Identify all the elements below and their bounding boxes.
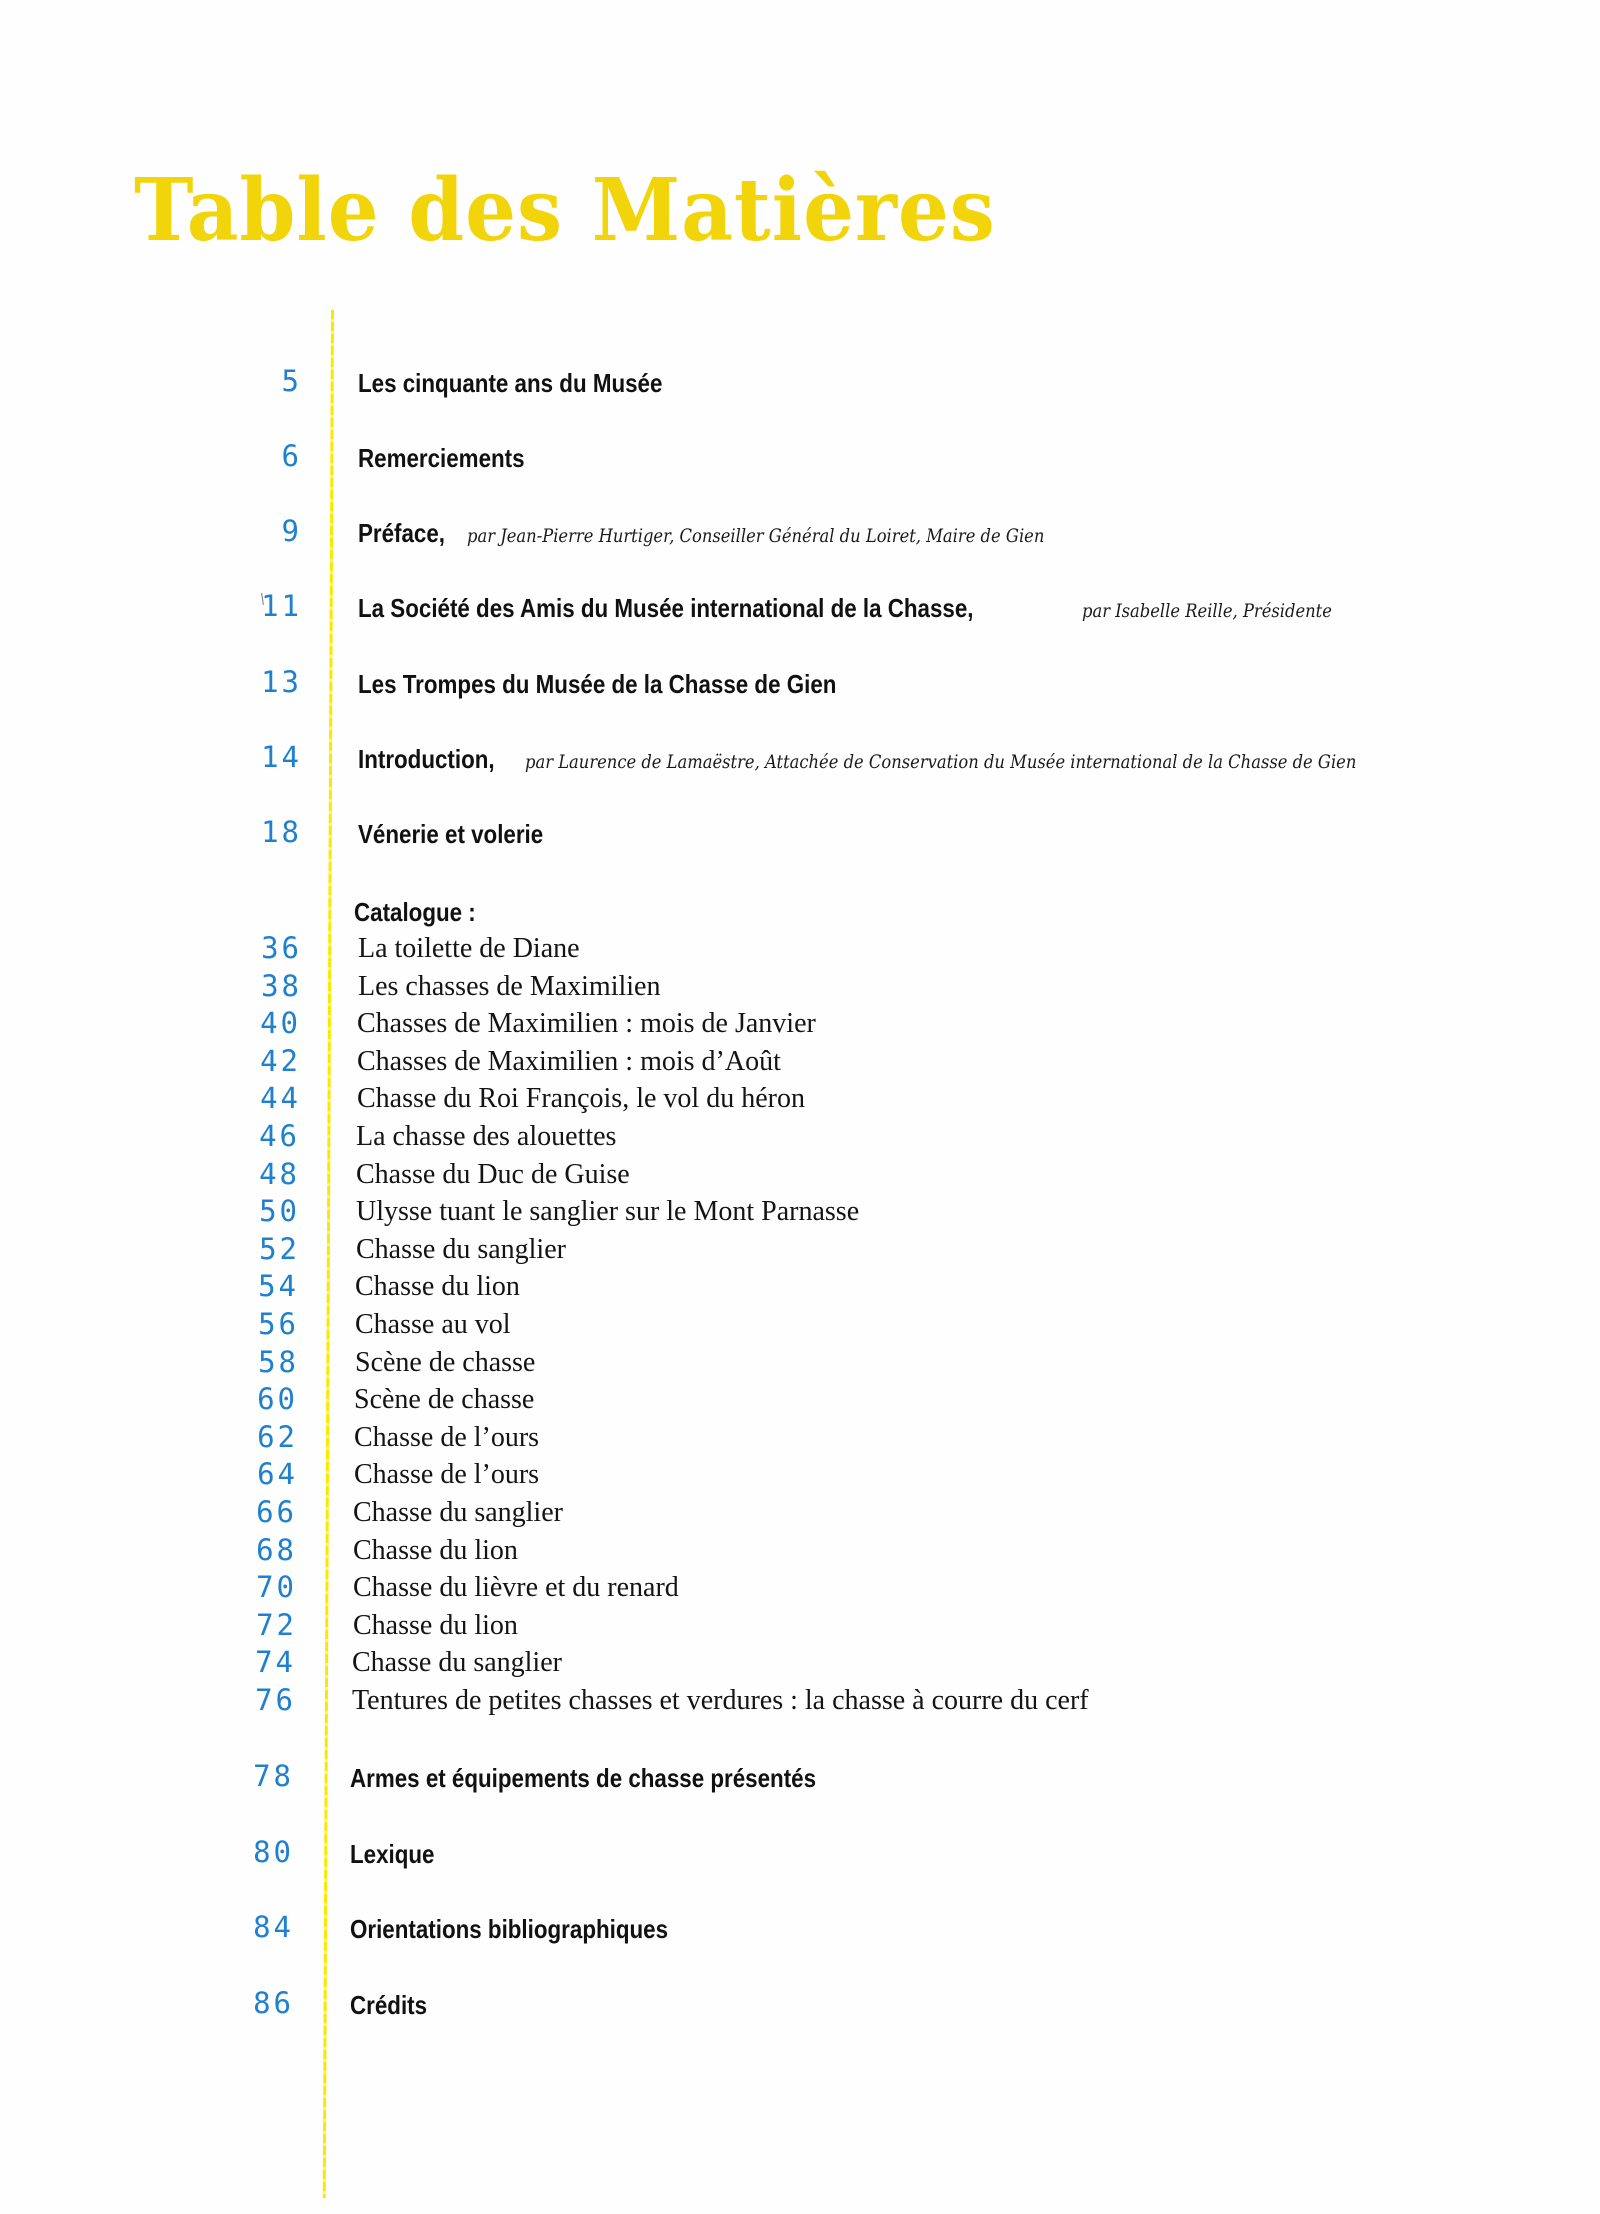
catalogue-item-title: Chasse du Roi François, le vol du héron [357,1083,805,1115]
catalogue-item-title: Chasses de Maximilien : mois de Janvier [357,1008,816,1040]
page-number: 6 [281,439,302,473]
catalogue-item[interactable] [0,1192,1598,1232]
entry-title: Les Trompes du Musée de la Chasse de Gien [358,669,837,699]
page-number: 56 [258,1307,299,1341]
page-number: 44 [260,1081,301,1116]
page-number: 18 [261,815,302,849]
page-number: 76 [255,1683,296,1717]
catalogue-item[interactable] [0,1305,1597,1345]
page-number: 36 [261,931,302,965]
page-number: 78 [253,1759,294,1793]
catalogue-item[interactable] [0,1042,1599,1082]
toc-entry[interactable] [0,1833,1592,1873]
entry-title: Vénerie et volerie [358,819,544,849]
toc-entry[interactable] [0,1757,1592,1797]
toc-entry[interactable] [0,738,1600,778]
catalogue-item[interactable] [0,1681,1594,1721]
catalogue-item-title: Chasse de l’ours [354,1421,540,1453]
catalogue-item-title: Chasse de l’ours [354,1459,540,1491]
catalogue-item-title: Chasses de Maximilien : mois d’Août [357,1045,781,1077]
page-number: 80 [253,1835,294,1869]
catalogue-item-title: Chasse du lion [355,1271,520,1303]
catalogue-item[interactable] [0,1493,1595,1533]
catalogue-item[interactable] [0,1418,1596,1458]
catalogue-item-title: Chasse du sanglier [352,1647,562,1679]
catalogue-item-title: Ulysse tuant le sanglier sur le Mont Parnasse [356,1196,860,1228]
page-number: 46 [259,1119,300,1153]
toc-entry[interactable] [0,437,1600,477]
entry-title: La Société des Amis du Musée international de la Chasse, [358,593,974,623]
catalogue-item[interactable] [0,1568,1595,1608]
catalogue-item-title: Les chasses de Maximilien [358,970,661,1002]
catalogue-item-title: Chasse du lièvre et du renard [353,1572,679,1604]
catalogue-item-title: Chasse au vol [355,1309,511,1340]
toc-entry[interactable] [0,663,1600,703]
page-number: 52 [259,1231,300,1266]
catalogue-heading-row [0,891,1596,931]
catalogue-item-title: Chasse du sanglier [356,1233,566,1265]
catalogue-item-title: Chasse du lion [353,1534,518,1566]
toc-entry[interactable] [0,813,1600,853]
catalogue-item[interactable] [0,1343,1597,1383]
catalogue-item-title: Chasse du sanglier [353,1497,563,1528]
catalogue-item-title: Scène de chasse [355,1346,536,1378]
entry-title: Lexique [350,1839,435,1869]
page-number: 9 [281,514,302,548]
page-number: 64 [257,1457,298,1492]
entry-title: Armes et équipements de chasse présentés [350,1763,817,1793]
page-number: 84 [253,1910,294,1944]
catalogue-item-title: Chasse du Duc de Guise [356,1158,630,1190]
page-number: 40 [260,1006,301,1041]
page-number: 62 [257,1419,298,1454]
entry-byline: par Isabelle Reille, Présidente [1081,600,1332,622]
catalogue-item[interactable] [0,1380,1596,1420]
page-number: 5 [281,364,302,398]
entry-title: Les cinquante ans du Musée [358,368,663,398]
page-number: 38 [261,968,302,1003]
entry-title: Orientations bibliographiques [350,1914,669,1944]
page-number: 70 [256,1570,297,1605]
catalogue-item[interactable] [0,1155,1598,1195]
page-number: 54 [258,1269,299,1304]
page-number: 42 [260,1043,301,1078]
entry-byline: par Jean-Pierre Hurtiger, Conseiller Général du Loiret, Maire de Gien [467,525,1045,547]
catalogue-item[interactable] [0,1606,1595,1646]
page-number: 66 [256,1495,297,1529]
catalogue-item[interactable] [0,1230,1598,1270]
entry-title: Introduction, [358,744,495,774]
page-number: 60 [257,1382,298,1417]
catalogue-item[interactable] [0,967,1600,1007]
catalogue-item-title: Scène de chasse [354,1384,535,1416]
catalogue-item[interactable] [0,1455,1596,1495]
page-number: 11 [261,589,302,623]
catalogue-item[interactable] [0,1643,1594,1683]
toc-entry[interactable] [0,587,1600,627]
entry-byline: par Laurence de Lamaëstre, Attachée de Conservation du Musée international de la Chasse de Gien [524,751,1357,773]
catalogue-item[interactable] [0,1531,1595,1571]
entry-title: Crédits [350,1990,428,2020]
entry-title: Préface, [358,518,446,548]
catalogue-item-title: La toilette de Diane [358,933,580,964]
catalogue-item[interactable] [0,929,1600,969]
catalogue-item[interactable] [0,1004,1599,1044]
catalogue-heading: Catalogue : [354,897,476,927]
catalogue-item[interactable] [0,1117,1598,1157]
toc-entry[interactable] [0,1984,1592,2024]
page-number: 72 [256,1607,297,1642]
page-number: 14 [261,740,302,774]
page-number: 68 [256,1532,297,1567]
toc-entry[interactable] [0,512,1600,552]
page-number: 50 [259,1194,300,1229]
page-number: 74 [255,1645,296,1680]
entry-title: Remerciements [358,443,525,473]
catalogue-item[interactable] [0,1079,1599,1119]
page-number: 58 [258,1344,299,1379]
page-title: Table des Matières [134,160,996,261]
page-number: 13 [261,665,302,699]
catalogue-item[interactable] [0,1267,1597,1307]
catalogue-item-title: Chasse du lion [353,1609,518,1641]
catalogue-item-title: Tentures de petites chasses et verdures : la chasse à courre du cerf [352,1685,1089,1716]
page-number: 86 [253,1986,294,2020]
catalogue-item-title: La chasse des alouettes [356,1121,617,1152]
toc-entry[interactable] [0,362,1600,402]
page-number: 48 [259,1156,300,1191]
toc-entry[interactable] [0,1908,1592,1948]
